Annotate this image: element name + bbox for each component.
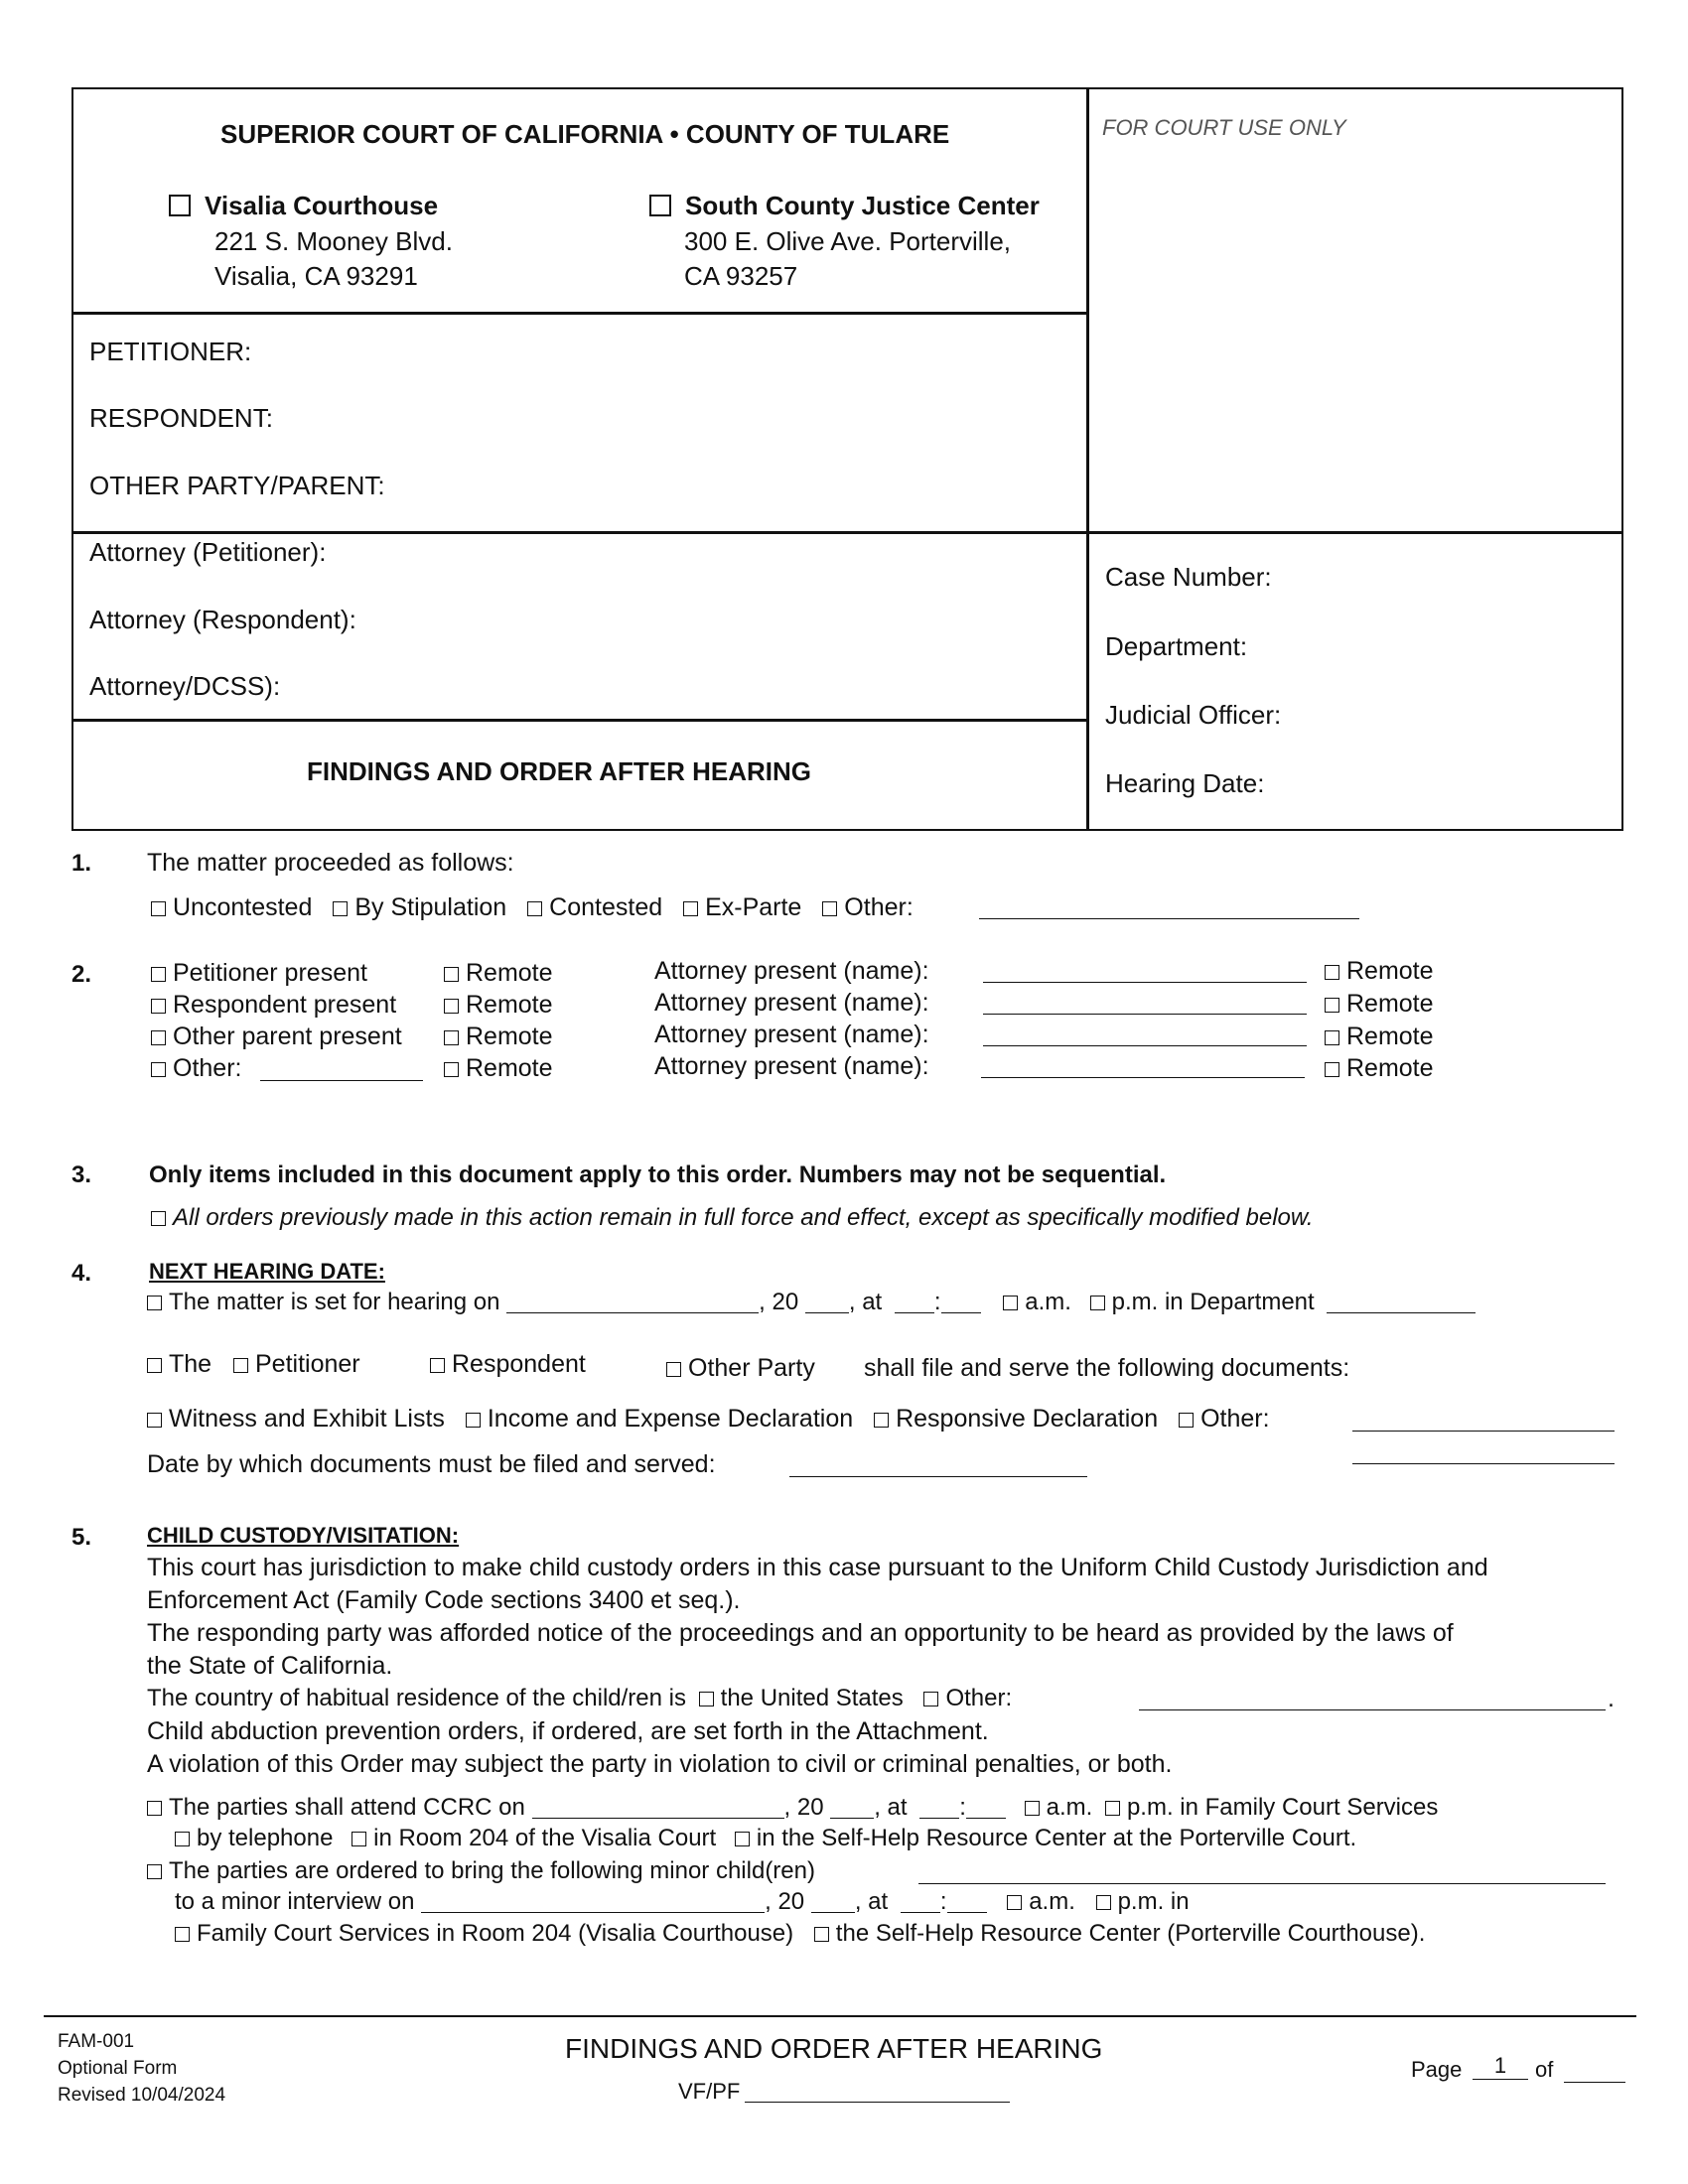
hearing-pm-dept-label: p.m. in Department <box>1111 1289 1315 1315</box>
south-county-name: South County Justice Center <box>685 191 1040 220</box>
shall-file-text: shall file and serve the following documents: <box>864 1354 1350 1382</box>
s3-statement: Only items included in this document apply to this order. Numbers may not be sequential. <box>149 1161 1167 1188</box>
date-by-blank[interactable] <box>789 1476 1087 1477</box>
respondent-present-checkbox[interactable] <box>151 999 166 1014</box>
docs-other-blank-1[interactable] <box>1352 1431 1615 1432</box>
shrc-label: the Self-Help Resource Center (Porterville Courthouse). <box>835 1920 1426 1947</box>
file-respondent-option[interactable] <box>430 1350 586 1379</box>
s1-options <box>151 893 914 922</box>
s5-number: 5. <box>71 1524 92 1551</box>
attorney-remote-4[interactable] <box>1325 1054 1434 1083</box>
party-remote-3[interactable] <box>444 1023 553 1051</box>
ex-parte-checkbox[interactable] <box>683 901 698 916</box>
petitioner-present-checkbox[interactable] <box>151 967 166 982</box>
hearing-minute-blank[interactable] <box>941 1295 981 1313</box>
hearing-hour-blank[interactable] <box>895 1295 934 1313</box>
s3-prior-orders[interactable] <box>151 1204 1314 1232</box>
stipulation-label: By Stipulation <box>354 893 507 921</box>
s4-number: 4. <box>71 1260 92 1287</box>
s2-other-checkbox[interactable] <box>151 1062 166 1077</box>
hearing-date-blank[interactable] <box>506 1295 759 1313</box>
hearing-date-label: Hearing Date: <box>1105 768 1265 798</box>
shrc-checkbox[interactable] <box>814 1927 829 1942</box>
south-county-checkbox[interactable] <box>649 195 671 216</box>
habitual-residence-row <box>147 1685 1012 1712</box>
fcs-204-checkbox[interactable] <box>175 1927 190 1942</box>
responsive-decl-checkbox[interactable] <box>874 1413 889 1428</box>
attorney-respondent-label: Attorney (Respondent): <box>89 605 356 634</box>
residence-other-label: Other: <box>945 1685 1013 1711</box>
s1-number: 1. <box>71 850 92 877</box>
interview-minute-blank[interactable] <box>947 1894 987 1913</box>
s1-other-label: Other: <box>844 893 914 921</box>
hearing-at-label: , at <box>848 1289 883 1315</box>
caption-hline-3 <box>71 719 1088 722</box>
respondent-label: RESPONDENT: <box>89 403 273 433</box>
judicial-officer-label: Judicial Officer: <box>1105 700 1282 730</box>
self-help-label: in the Self-Help Resource Center at the Porterville Court. <box>756 1825 1357 1851</box>
vf-pf-blank[interactable] <box>745 2102 1010 2103</box>
uncontested-checkbox[interactable] <box>151 901 166 916</box>
visalia-checkbox[interactable] <box>169 195 191 216</box>
respondent-present[interactable] <box>151 991 396 1020</box>
respondent-present-label: Respondent present <box>173 991 397 1019</box>
us-checkbox[interactable] <box>699 1692 714 1706</box>
petitioner-label: PETITIONER: <box>89 337 252 366</box>
caption-hline-2 <box>71 531 1623 534</box>
ccrc-location-row <box>175 1825 1356 1852</box>
s1-text: The matter proceeded as follows: <box>147 849 514 877</box>
south-county-address-1: 300 E. Olive Ave. Porterville, <box>684 226 1012 256</box>
file-petitioner-checkbox[interactable] <box>233 1358 248 1373</box>
remote-label: Remote <box>1346 1023 1434 1050</box>
docs-row <box>147 1405 1270 1433</box>
attorney-name-blank-2[interactable] <box>983 1014 1307 1015</box>
remote-label: Remote <box>466 959 553 987</box>
us-label: the United States <box>720 1685 904 1711</box>
responsive-decl-label: Responsive Declaration <box>896 1405 1159 1433</box>
attorney-remote-1[interactable] <box>1325 957 1434 986</box>
ccrc-am-checkbox[interactable] <box>1025 1801 1040 1816</box>
other-parent-present-label: Other parent present <box>173 1023 402 1050</box>
file-respondent-label: Respondent <box>452 1350 586 1378</box>
the-option[interactable] <box>147 1350 211 1379</box>
page-number[interactable]: 1 <box>1473 2053 1528 2080</box>
fcs-204-label: Family Court Services in Room 204 (Visalia Courthouse) <box>197 1920 794 1947</box>
witness-lists-checkbox[interactable] <box>147 1413 162 1428</box>
remote-checkbox[interactable] <box>444 999 459 1014</box>
caption-hline-1 <box>71 312 1088 315</box>
ccrc-date-blank[interactable] <box>532 1800 784 1819</box>
s5-title: CHILD CUSTODY/VISITATION: <box>147 1523 460 1548</box>
contested-checkbox[interactable] <box>527 901 542 916</box>
s2-other[interactable] <box>151 1054 241 1083</box>
remote-checkbox[interactable] <box>1325 1030 1339 1045</box>
court-title: SUPERIOR COURT OF CALIFORNIA • COUNTY OF TULARE <box>220 119 950 149</box>
form-id: FAM-001 <box>58 2031 135 2052</box>
remote-checkbox[interactable] <box>444 1030 459 1045</box>
visalia-name: Visalia Courthouse <box>205 191 439 220</box>
interview-date-blank[interactable] <box>421 1894 765 1913</box>
page-label: Page <box>1411 2057 1463 2082</box>
page-total-blank[interactable] <box>1564 2082 1625 2083</box>
file-respondent-checkbox[interactable] <box>430 1358 445 1373</box>
ex-parte-label: Ex-Parte <box>705 893 802 921</box>
party-remote-1[interactable] <box>444 959 553 988</box>
visalia-address-1: 221 S. Mooney Blvd. <box>214 226 453 256</box>
s2-other-label: Other: <box>173 1054 242 1082</box>
remote-checkbox[interactable] <box>1325 965 1339 980</box>
attorney-name-blank-4[interactable] <box>981 1077 1305 1078</box>
ccrc-hour-blank[interactable] <box>919 1800 959 1819</box>
hearing-am-label: a.m. <box>1025 1289 1071 1315</box>
income-expense-label: Income and Expense Declaration <box>487 1405 854 1433</box>
remote-checkbox[interactable] <box>1325 1062 1339 1077</box>
attorney-present-3: Attorney present (name): <box>654 1021 929 1048</box>
ccrc-colon: : <box>959 1794 966 1821</box>
docs-other-checkbox[interactable] <box>1179 1413 1194 1428</box>
uncontested-label: Uncontested <box>173 893 313 921</box>
ccrc-pm-checkbox[interactable] <box>1105 1801 1120 1816</box>
of-label: of <box>1535 2057 1554 2082</box>
by-telephone-label: by telephone <box>197 1825 334 1851</box>
ccrc-year-prefix: , 20 <box>783 1794 824 1821</box>
party-remote-4[interactable] <box>444 1054 553 1083</box>
visalia-address-2: Visalia, CA 93291 <box>214 261 418 291</box>
s3-number: 3. <box>71 1161 92 1188</box>
file-other-party-label: Other Party <box>688 1354 815 1382</box>
s5-para-2a: The responding party was afforded notice of the proceedings and an opportunity to be heard as provided by the laws of <box>147 1619 1454 1647</box>
witness-lists-label: Witness and Exhibit Lists <box>169 1405 445 1433</box>
hearing-year-prefix: , 20 <box>759 1289 799 1315</box>
attorney-name-blank-1[interactable] <box>983 982 1307 983</box>
ccrc-minute-blank[interactable] <box>966 1800 1006 1819</box>
footer-divider <box>44 2015 1636 2017</box>
attorney-present-1: Attorney present (name): <box>654 957 929 985</box>
interview-am-label: a.m. <box>1029 1888 1075 1915</box>
the-checkbox[interactable] <box>147 1358 162 1373</box>
interview-year-blank[interactable] <box>811 1894 855 1913</box>
attorney-dcss-label: Attorney/DCSS): <box>89 671 281 701</box>
minor-children-row <box>147 1857 815 1885</box>
remote-label: Remote <box>466 991 553 1019</box>
habitual-residence-label: The country of habitual residence of the child/ren is <box>147 1685 686 1711</box>
interview-pm-label: p.m. in <box>1117 1888 1190 1915</box>
south-county-option[interactable] <box>649 191 1040 221</box>
other-parent-present[interactable] <box>151 1023 402 1051</box>
attorney-present-4: Attorney present (name): <box>654 1052 929 1080</box>
minor-children-blank[interactable] <box>918 1883 1606 1884</box>
s1-other-checkbox[interactable] <box>822 901 837 916</box>
room-204-checkbox[interactable] <box>352 1832 366 1846</box>
remote-label: Remote <box>466 1054 553 1082</box>
the-label: The <box>169 1350 212 1378</box>
petitioner-present[interactable] <box>151 959 367 988</box>
file-petitioner-option[interactable] <box>233 1350 360 1379</box>
s5-para-1b: Enforcement Act (Family Code sections 3400 et seq.). <box>147 1586 741 1614</box>
ccrc-row <box>147 1794 1438 1822</box>
interview-at-label: , at <box>854 1888 889 1915</box>
stipulation-checkbox[interactable] <box>333 901 348 916</box>
contested-label: Contested <box>549 893 663 921</box>
s5-para-5: A violation of this Order may subject the party in violation to civil or criminal penalties, or both. <box>147 1750 1173 1778</box>
footer-title: FINDINGS AND ORDER AFTER HEARING <box>565 2033 1103 2064</box>
minor-interview-row <box>175 1888 1190 1916</box>
remote-label: Remote <box>1346 957 1434 985</box>
remote-label: Remote <box>1346 990 1434 1018</box>
prior-orders-text: All orders previously made in this action remain in full force and effect, except as specifically modified below. <box>173 1204 1314 1231</box>
s5-para-1a: This court has jurisdiction to make child custody orders in this case pursuant to the Uniform Child Custody Jurisdiction and <box>147 1554 1488 1581</box>
south-county-address-2: CA 93257 <box>684 261 798 291</box>
hearing-set-row <box>147 1289 1476 1316</box>
interview-year-prefix: , 20 <box>765 1888 805 1915</box>
interview-pm-checkbox[interactable] <box>1096 1895 1111 1910</box>
hearing-colon: : <box>933 1289 941 1315</box>
ccrc-pm-label: p.m. in Family Court Services <box>1126 1794 1439 1821</box>
interview-am-checkbox[interactable] <box>1007 1895 1022 1910</box>
docs-other-blank-2[interactable] <box>1352 1463 1615 1464</box>
attorney-name-blank-3[interactable] <box>983 1045 1307 1046</box>
hearing-pm-checkbox[interactable] <box>1090 1296 1105 1310</box>
file-petitioner-label: Petitioner <box>255 1350 360 1378</box>
remote-checkbox[interactable] <box>1325 998 1339 1013</box>
remote-checkbox[interactable] <box>444 967 459 982</box>
s4-title: NEXT HEARING DATE: <box>149 1259 385 1284</box>
s2-number: 2. <box>71 961 92 988</box>
party-remote-2[interactable] <box>444 991 553 1020</box>
hearing-am-checkbox[interactable] <box>1003 1296 1018 1310</box>
case-number-label: Case Number: <box>1105 562 1272 592</box>
form-title: FINDINGS AND ORDER AFTER HEARING <box>307 756 811 786</box>
room-204-label: in Room 204 of the Visalia Court <box>373 1825 717 1851</box>
s2-other-blank[interactable] <box>260 1080 423 1081</box>
s5-para-4: Child abduction prevention orders, if ordered, are set forth in the Attachment. <box>147 1717 989 1745</box>
ccrc-am-label: a.m. <box>1046 1794 1093 1821</box>
ccrc-label: The parties shall attend CCRC on <box>169 1794 525 1821</box>
hearing-set-label: The matter is set for hearing on <box>169 1289 500 1315</box>
hearing-year-blank[interactable] <box>805 1295 849 1313</box>
minor-interview-label: to a minor interview on <box>175 1888 415 1915</box>
hearing-set-checkbox[interactable] <box>147 1296 162 1310</box>
attorney-remote-3[interactable] <box>1325 1023 1434 1051</box>
by-telephone-checkbox[interactable] <box>175 1832 190 1846</box>
visalia-courthouse-option[interactable] <box>169 191 438 221</box>
remote-checkbox[interactable] <box>444 1062 459 1077</box>
other-parent-present-checkbox[interactable] <box>151 1030 166 1045</box>
minor-children-label: The parties are ordered to bring the following minor child(ren) <box>169 1857 815 1884</box>
prior-orders-checkbox[interactable] <box>151 1211 166 1226</box>
remote-label: Remote <box>466 1023 553 1050</box>
court-use-label: FOR COURT USE ONLY <box>1102 115 1346 140</box>
interview-colon: : <box>939 1888 947 1915</box>
other-party-label: OTHER PARTY/PARENT: <box>89 471 385 500</box>
s5-para-2b: the State of California. <box>147 1652 393 1680</box>
income-expense-checkbox[interactable] <box>466 1413 481 1428</box>
residence-other-blank[interactable] <box>1139 1709 1606 1710</box>
date-by-label: Date by which documents must be filed and served: <box>147 1450 716 1478</box>
attorney-petitioner-label: Attorney (Petitioner): <box>89 537 327 567</box>
s1-other-blank[interactable] <box>979 918 1359 919</box>
petitioner-present-label: Petitioner present <box>173 959 367 987</box>
residence-period: . <box>1608 1685 1615 1712</box>
attorney-present-2: Attorney present (name): <box>654 989 929 1017</box>
self-help-checkbox[interactable] <box>735 1832 750 1846</box>
file-other-party-checkbox[interactable] <box>666 1362 681 1377</box>
ccrc-at-label: , at <box>874 1794 908 1821</box>
vf-pf-label: VF/PF <box>678 2079 741 2104</box>
interview-location-row <box>175 1920 1425 1948</box>
docs-other-label: Other: <box>1200 1405 1270 1433</box>
department-label: Department: <box>1105 631 1248 661</box>
attorney-remote-2[interactable] <box>1325 990 1434 1019</box>
ccrc-year-blank[interactable] <box>830 1800 874 1819</box>
minor-children-checkbox[interactable] <box>147 1864 162 1879</box>
file-other-party-option[interactable] <box>666 1354 815 1383</box>
optional-form-label: Optional Form <box>58 2058 178 2079</box>
ccrc-checkbox[interactable] <box>147 1801 162 1816</box>
residence-other-checkbox[interactable] <box>923 1692 938 1706</box>
hearing-department-blank[interactable] <box>1327 1295 1476 1313</box>
interview-hour-blank[interactable] <box>901 1894 940 1913</box>
remote-label: Remote <box>1346 1054 1434 1082</box>
revised-date: Revised 10/04/2024 <box>58 2085 226 2106</box>
